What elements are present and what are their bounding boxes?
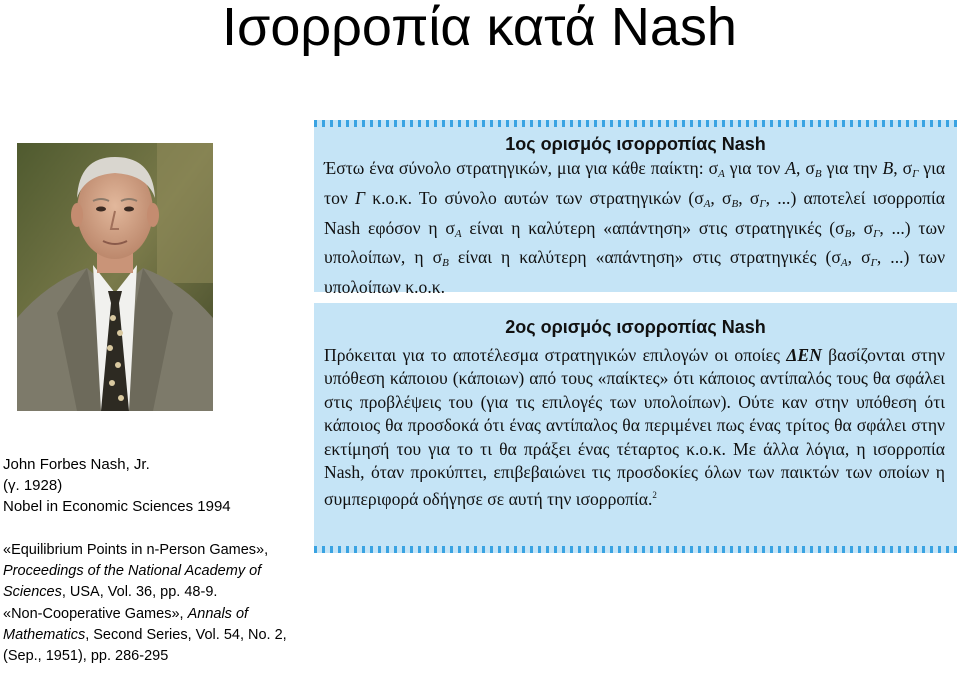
definition-box-1 (314, 120, 957, 298)
photo-caption (3, 454, 303, 517)
definition-2-heading: 2ος ορισμός ισορροπίας Nash (505, 317, 766, 337)
slide-title: Ισορροπία κατά Nash (222, 0, 737, 57)
ref2-journal: Annals of Mathematics (3, 605, 249, 643)
definition-1-body: Έστω ένα σύνολο στρατηγικών, μια για κάθε παίκτη: $\sigma_A$ για τον A, $\sigma_B$ για την B, $\sigma_\Gamma$ για τον Γ κ.ο.κ. Το σύνολο αυτών των στρατηγικών ($\sigma_A$, $\sigma_B$, $\sigma_\Gamma$, ...) αποτελεί ισορροπία Nash εφόσον η $\sigma_A$ είναι η καλύτερη «απάντηση» στις στρατηγικές ($\sigma_B$, $\sigma_\Gamma$, ...) των υπολοίπων, η $\sigma_B$ είναι η καλύτερη «απάντηση» στις στρατηγικές ($\sigma_A$, $\sigma_\Gamma$, ...) των υπολοίπων κ.ο.κ. (324, 158, 946, 298)
definition-2-body: Πρόκειται για το αποτέλεσμα στρατηγικών επιλογών οι οποίες ΔΕΝ βασίζονται στην υπόθεση κάποιου (κάποιων) από τους «παίκτες» ότι κάποιος αντίπαλός τους θα σφάλει στις προβλέψεις του (για τις επιλογές των υπολοίπων). Ούτε καν στην υπόθεση ότι κάποιος θα προσδοκά ότι ένας αντίπαλος θα περιμένει πως ένας τρίτος θα σφάλει στην εκτίμησή του για το τι θα πράξει ένας τέταρτος κ.ο.κ. Με άλλα λόγια, η ισορροπία Nash, όταν προκύπτει, επιβεβαιώνει τις προσδοκίες όλων των παικτών των οποίων η συμπεριφορά οδήγησε σε αυτή την ισορροπία.$^2$ (324, 345, 945, 510)
caption-name: John Forbes Nash, Jr. (3, 456, 150, 473)
ref1-title: «Equilibrium Points in n-Person Games», (3, 542, 269, 558)
references (3, 540, 303, 667)
box-bottom-stripe (314, 546, 957, 553)
definition-1-heading: 1ος ορισμός ισορροπίας Nash (505, 134, 766, 154)
ref2-details: , Second Series, Vol. 54, No. 2, (Sep., 1951), pp. 286-295 (3, 626, 287, 665)
ref2-title: «Non-Cooperative Games», (3, 605, 188, 622)
portrait-photo (17, 143, 213, 411)
box-top-stripe (314, 120, 957, 127)
ref1-journal: Proceedings of the National Academy of Sciences (3, 563, 262, 601)
caption-nobel: Nobel in Economic Sciences 1994 (3, 498, 231, 515)
caption-born: (γ. 1928) (3, 477, 63, 494)
definition-box-2 (314, 303, 957, 553)
ref1-details: , USA, Vol. 36, pp. 48-9. (61, 584, 218, 601)
